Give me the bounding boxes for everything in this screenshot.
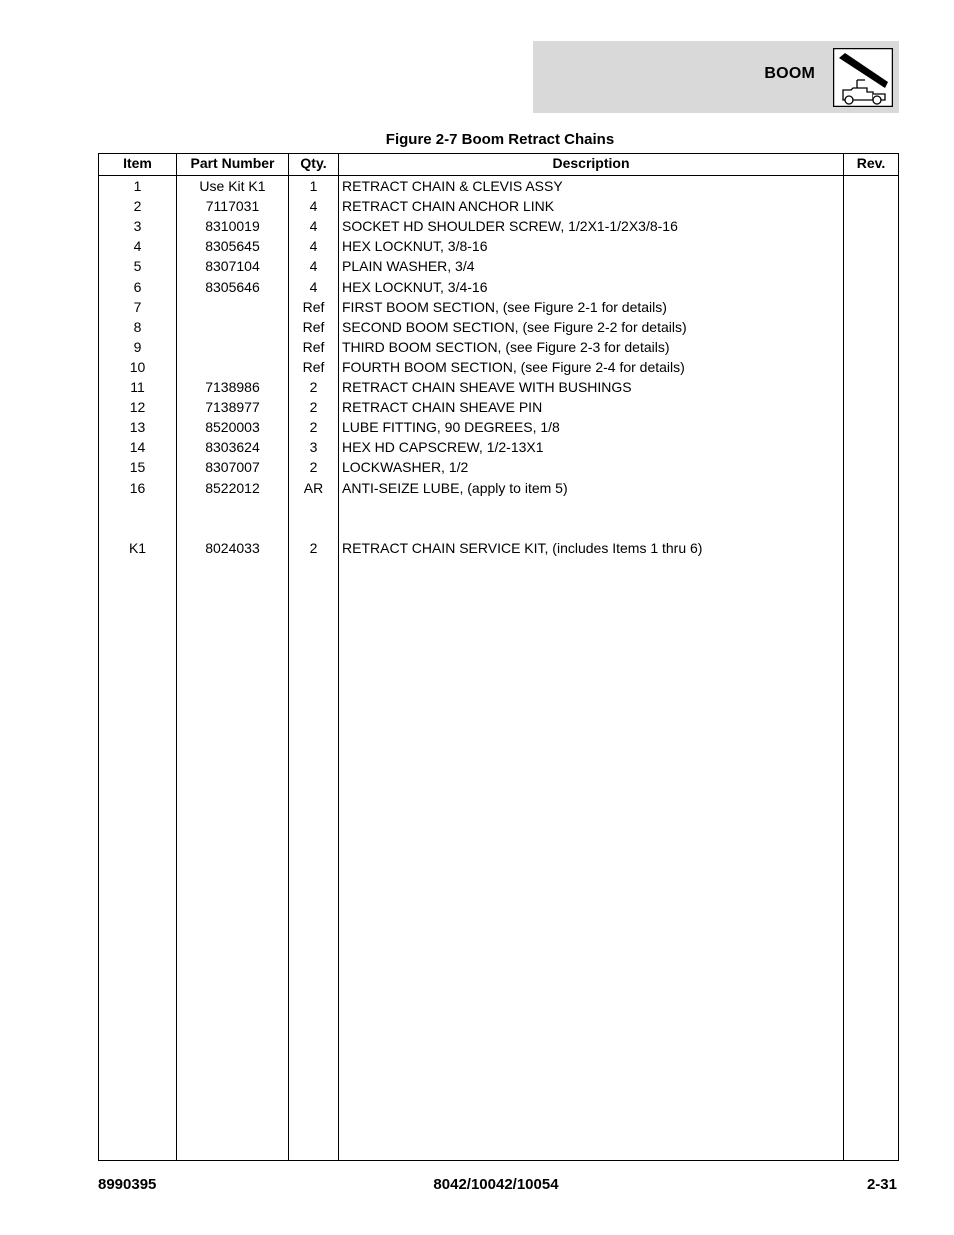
description-cell: RETRACT CHAIN SHEAVE PIN bbox=[342, 399, 543, 416]
table-row bbox=[99, 397, 898, 417]
item-cell: 1 bbox=[133, 178, 142, 194]
item-cell: 9 bbox=[133, 338, 142, 355]
section-header bbox=[533, 41, 899, 113]
qty-cell: 4 bbox=[309, 278, 318, 295]
qty-cell: Ref bbox=[302, 318, 325, 335]
part-number-cell: 8303624 bbox=[205, 439, 260, 456]
page-number: 2-31 bbox=[866, 1176, 897, 1193]
item-cell: 10 bbox=[129, 358, 146, 375]
qty-cell: 4 bbox=[309, 218, 318, 235]
item-cell: 12 bbox=[129, 399, 146, 416]
item-cell: 16 bbox=[129, 479, 146, 496]
description-cell: LUBE FITTING, 90 DEGREES, 1/8 bbox=[342, 419, 560, 436]
part-number-cell: 7138986 bbox=[205, 379, 260, 395]
column-header-part-number: Part Number bbox=[190, 155, 275, 171]
description-cell: HEX HD CAPSCREW, 1/2-13X1 bbox=[342, 439, 544, 456]
table-row bbox=[99, 317, 898, 337]
item-cell: 15 bbox=[129, 459, 146, 476]
part-number-cell: 8024033 bbox=[205, 539, 260, 556]
column-header-rev: Rev. bbox=[856, 155, 886, 171]
item-cell: 3 bbox=[133, 218, 142, 235]
qty-cell: 2 bbox=[309, 419, 318, 436]
description-cell: SOCKET HD SHOULDER SCREW, 1/2X1-1/2X3/8-16 bbox=[342, 218, 678, 235]
model-numbers: 8042/10042/10054 bbox=[433, 1176, 559, 1193]
table-row bbox=[99, 337, 898, 357]
part-number-cell: 7138977 bbox=[205, 399, 260, 416]
item-cell: 13 bbox=[129, 419, 146, 436]
description-cell: FOURTH BOOM SECTION, (see Figure 2-4 for details) bbox=[342, 358, 685, 375]
description-cell: HEX LOCKNUT, 3/4-16 bbox=[342, 278, 488, 295]
description-cell: RETRACT CHAIN ANCHOR LINK bbox=[342, 198, 555, 215]
part-number-cell: 8310019 bbox=[205, 218, 260, 235]
table-row bbox=[99, 297, 898, 317]
part-number-cell: Use Kit K1 bbox=[199, 178, 266, 194]
qty-cell: Ref bbox=[302, 298, 325, 315]
part-number-cell: 8305645 bbox=[205, 238, 260, 255]
item-cell: 7 bbox=[133, 298, 142, 315]
table-row bbox=[99, 478, 898, 498]
column-header-qty: Qty. bbox=[300, 155, 327, 171]
item-cell: 6 bbox=[133, 278, 142, 295]
item-cell: K1 bbox=[128, 539, 147, 556]
table-row bbox=[99, 498, 898, 518]
item-cell: 2 bbox=[133, 198, 142, 215]
qty-cell: 1 bbox=[309, 178, 318, 194]
table-row bbox=[99, 216, 898, 236]
description-cell: LOCKWASHER, 1/2 bbox=[342, 459, 469, 476]
qty-cell: 4 bbox=[309, 238, 318, 255]
item-cell: 8 bbox=[133, 318, 142, 335]
qty-cell: 3 bbox=[309, 439, 318, 456]
qty-cell: AR bbox=[303, 479, 324, 496]
item-cell: 5 bbox=[133, 258, 142, 275]
qty-cell: 2 bbox=[309, 399, 318, 416]
telehandler-boom-icon bbox=[833, 48, 893, 107]
description-cell: RETRACT CHAIN & CLEVIS ASSY bbox=[342, 178, 563, 194]
table-row bbox=[99, 457, 898, 477]
table-row bbox=[99, 437, 898, 457]
description-cell: FIRST BOOM SECTION, (see Figure 2-1 for details) bbox=[342, 298, 667, 315]
column-header-item: Item bbox=[123, 155, 152, 171]
description-cell: RETRACT CHAIN SERVICE KIT, (includes Items 1 thru 6) bbox=[342, 539, 703, 556]
table-row bbox=[99, 417, 898, 437]
description-cell: THIRD BOOM SECTION, (see Figure 2-3 for details) bbox=[342, 338, 670, 355]
qty-cell: 4 bbox=[309, 258, 318, 275]
table-row bbox=[99, 377, 898, 397]
qty-cell: Ref bbox=[302, 358, 325, 375]
part-number-cell: 7117031 bbox=[205, 198, 260, 215]
table-row bbox=[99, 256, 898, 276]
item-cell: 11 bbox=[130, 379, 145, 395]
table-row bbox=[99, 196, 898, 216]
table-row bbox=[99, 357, 898, 377]
item-cell: 4 bbox=[133, 238, 142, 255]
table-row bbox=[99, 538, 898, 558]
description-cell: SECOND BOOM SECTION, (see Figure 2-2 for details) bbox=[342, 318, 687, 335]
qty-cell: 2 bbox=[309, 379, 318, 395]
description-cell: RETRACT CHAIN SHEAVE WITH BUSHINGS bbox=[342, 379, 632, 395]
qty-cell: 2 bbox=[309, 539, 318, 556]
table-row bbox=[99, 236, 898, 256]
table-row bbox=[99, 518, 898, 538]
qty-cell: Ref bbox=[302, 338, 325, 355]
document-number: 8990395 bbox=[98, 1176, 157, 1193]
description-cell: PLAIN WASHER, 3/4 bbox=[342, 258, 475, 275]
table-row bbox=[99, 277, 898, 297]
part-number-cell: 8305646 bbox=[205, 278, 260, 295]
part-number-cell: 8307007 bbox=[205, 459, 260, 476]
part-number-cell: 8520003 bbox=[205, 419, 260, 436]
parts-table bbox=[98, 153, 899, 1161]
figure-title: Figure 2-7 Boom Retract Chains bbox=[385, 131, 615, 148]
description-cell: HEX LOCKNUT, 3/8-16 bbox=[342, 238, 488, 255]
item-cell: 14 bbox=[129, 439, 146, 456]
qty-cell: 2 bbox=[309, 459, 318, 476]
section-title: BOOM bbox=[764, 65, 815, 82]
description-cell: ANTI-SEIZE LUBE, (apply to item 5) bbox=[342, 479, 568, 496]
qty-cell: 4 bbox=[309, 198, 318, 215]
column-header-description: Description bbox=[552, 155, 630, 171]
part-number-cell: 8522012 bbox=[205, 479, 260, 496]
part-number-cell: 8307104 bbox=[205, 258, 260, 275]
table-row bbox=[99, 176, 898, 196]
